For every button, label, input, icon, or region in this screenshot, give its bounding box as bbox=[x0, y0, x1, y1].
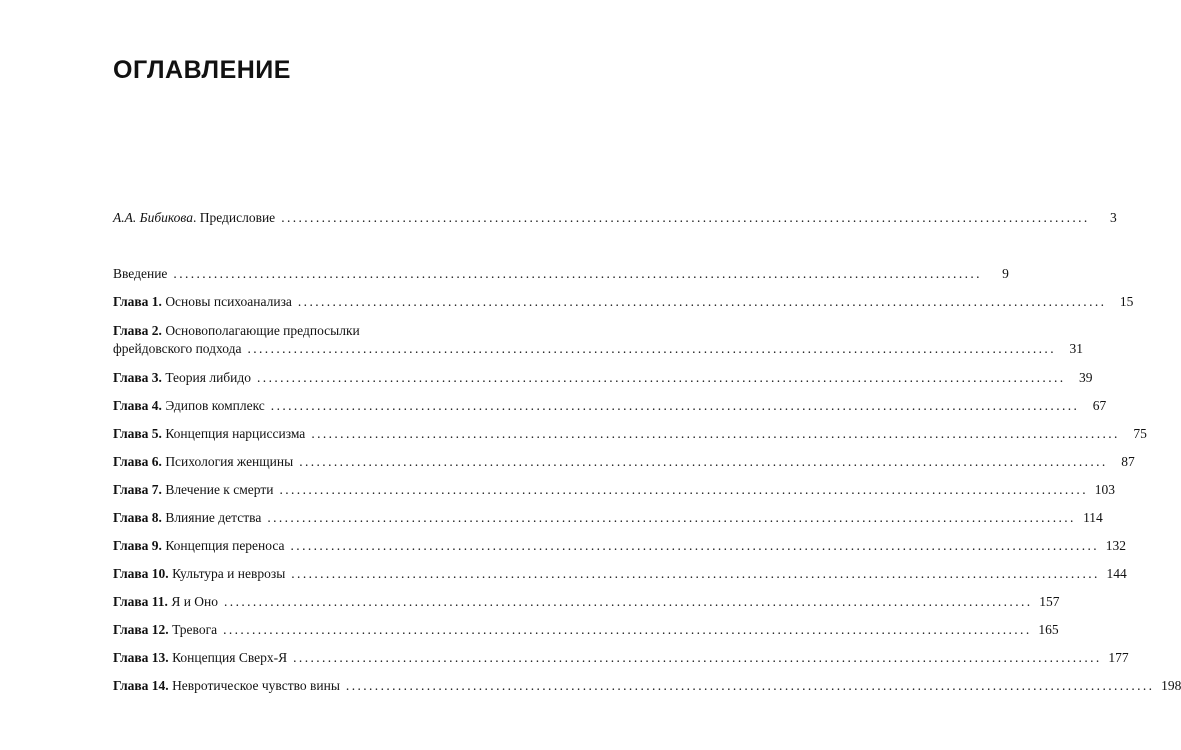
entry-title: Концепция Сверх-Я bbox=[172, 650, 288, 665]
page-title: ОГЛАВЛЕНИЕ bbox=[113, 56, 291, 84]
page-number: 75 bbox=[1133, 426, 1147, 441]
page-number: 157 bbox=[1039, 594, 1060, 609]
toc-entry-chapter-3[interactable] bbox=[113, 369, 1093, 387]
dot-leader: ............................................................................................................................................ bbox=[224, 594, 1033, 609]
dot-leader: ............................................................................................................................................ bbox=[281, 210, 1090, 225]
toc-entry-chapter-13[interactable] bbox=[113, 649, 1129, 667]
chapter-label: Глава 12. bbox=[113, 622, 169, 637]
page-number: 67 bbox=[1092, 398, 1107, 413]
chapter-label: Глава 2. bbox=[113, 323, 162, 338]
page-number: 114 bbox=[1083, 510, 1103, 525]
toc-entry-introduction[interactable] bbox=[113, 265, 1009, 283]
chapter-label: Глава 5. bbox=[113, 426, 162, 441]
toc-entry-chapter-10[interactable] bbox=[113, 565, 1127, 583]
entry-title: Эдипов комплекс bbox=[165, 398, 265, 413]
dot-leader: ............................................................................................................................................ bbox=[267, 510, 1076, 525]
entry-title: Концепция переноса bbox=[165, 538, 285, 553]
page-number: 103 bbox=[1094, 482, 1115, 497]
page-number: 39 bbox=[1079, 370, 1093, 385]
dot-leader: ............................................................................................................................................ bbox=[299, 454, 1108, 469]
toc-entry-chapter-5[interactable] bbox=[113, 425, 1147, 443]
entry-title: Невротическое чувство вины bbox=[172, 678, 340, 693]
chapter-label: Глава 14. bbox=[113, 678, 169, 693]
toc-entry-chapter-9[interactable] bbox=[113, 537, 1127, 555]
dot-leader: ............................................................................................................................................ bbox=[247, 341, 1056, 356]
chapter-label: Глава 10. bbox=[113, 566, 169, 581]
page-number: 15 bbox=[1119, 294, 1134, 309]
entry-title-line2: фрейдовского подхода bbox=[113, 341, 242, 356]
entry-title: Предисловие bbox=[199, 210, 276, 225]
chapter-label: Глава 9. bbox=[113, 538, 162, 553]
dot-leader: ............................................................................................................................................ bbox=[257, 370, 1066, 385]
dot-leader: ............................................................................................................................................ bbox=[297, 294, 1107, 309]
dot-leader: ............................................................................................................................................ bbox=[279, 482, 1088, 497]
page-number: 132 bbox=[1105, 538, 1127, 553]
chapter-label: Глава 11. bbox=[113, 594, 168, 609]
chapter-label: Глава 6. bbox=[113, 454, 162, 469]
entry-title-line1: Основополагающие предпосылки bbox=[165, 323, 360, 338]
toc-entry-chapter-8[interactable] bbox=[113, 509, 1103, 527]
toc-entry-chapter-6[interactable] bbox=[113, 453, 1135, 471]
preface-separator: . bbox=[192, 210, 200, 225]
chapter-label: Глава 7. bbox=[113, 482, 162, 497]
chapter-label: Глава 13. bbox=[113, 650, 169, 665]
toc-entry-chapter-14[interactable] bbox=[113, 677, 1181, 695]
page-number: 198 bbox=[1161, 678, 1181, 693]
entry-title: Введение bbox=[113, 266, 168, 281]
page-number: 9 bbox=[1002, 266, 1009, 281]
entry-title: Психология женщины bbox=[165, 454, 294, 469]
page-number: 177 bbox=[1108, 650, 1129, 665]
entry-title: Тревога bbox=[172, 622, 218, 637]
dot-leader: ............................................................................................................................................ bbox=[293, 650, 1102, 665]
entry-title: Основы психоанализа bbox=[165, 294, 292, 309]
page-number: 3 bbox=[1109, 210, 1117, 225]
toc-entry-chapter-11[interactable] bbox=[113, 593, 1060, 611]
entry-title: Культура и неврозы bbox=[172, 566, 286, 581]
entry-title: Я и Оно bbox=[171, 594, 219, 609]
toc-entry-chapter-4[interactable] bbox=[113, 397, 1107, 415]
entry-title: Теория либидо bbox=[165, 370, 252, 385]
chapter-label: Глава 3. bbox=[113, 370, 162, 385]
chapter-label: Глава 4. bbox=[113, 398, 162, 413]
toc-entry-chapter-2[interactable] bbox=[113, 322, 1083, 358]
preface-author: А.А. Бибикова bbox=[113, 210, 193, 225]
dot-leader: ............................................................................................................................................ bbox=[223, 622, 1032, 637]
dot-leader: ............................................................................................................................................ bbox=[311, 426, 1120, 441]
chapter-label: Глава 8. bbox=[113, 510, 162, 525]
dot-leader: ............................................................................................................................................ bbox=[345, 678, 1155, 693]
page-number: 87 bbox=[1121, 454, 1135, 469]
page-number: 165 bbox=[1038, 622, 1059, 637]
toc-entry-chapter-12[interactable] bbox=[113, 621, 1059, 639]
chapter-label: Глава 1. bbox=[113, 294, 162, 309]
dot-leader: ............................................................................................................................................ bbox=[290, 538, 1100, 553]
toc-entry-preface[interactable] bbox=[113, 209, 1117, 227]
page-number: 31 bbox=[1069, 341, 1083, 356]
dot-leader: ............................................................................................................................................ bbox=[173, 266, 982, 281]
toc-entry-chapter-7[interactable] bbox=[113, 481, 1115, 499]
dot-leader: ............................................................................................................................................ bbox=[291, 566, 1100, 581]
entry-title: Концепция нарциссизма bbox=[165, 426, 306, 441]
page-number: 144 bbox=[1106, 566, 1127, 581]
dot-leader: ............................................................................................................................................ bbox=[270, 398, 1080, 413]
toc-entry-chapter-1[interactable] bbox=[113, 293, 1134, 311]
entry-title: Влечение к смерти bbox=[165, 482, 274, 497]
entry-title: Влияние детства bbox=[165, 510, 262, 525]
